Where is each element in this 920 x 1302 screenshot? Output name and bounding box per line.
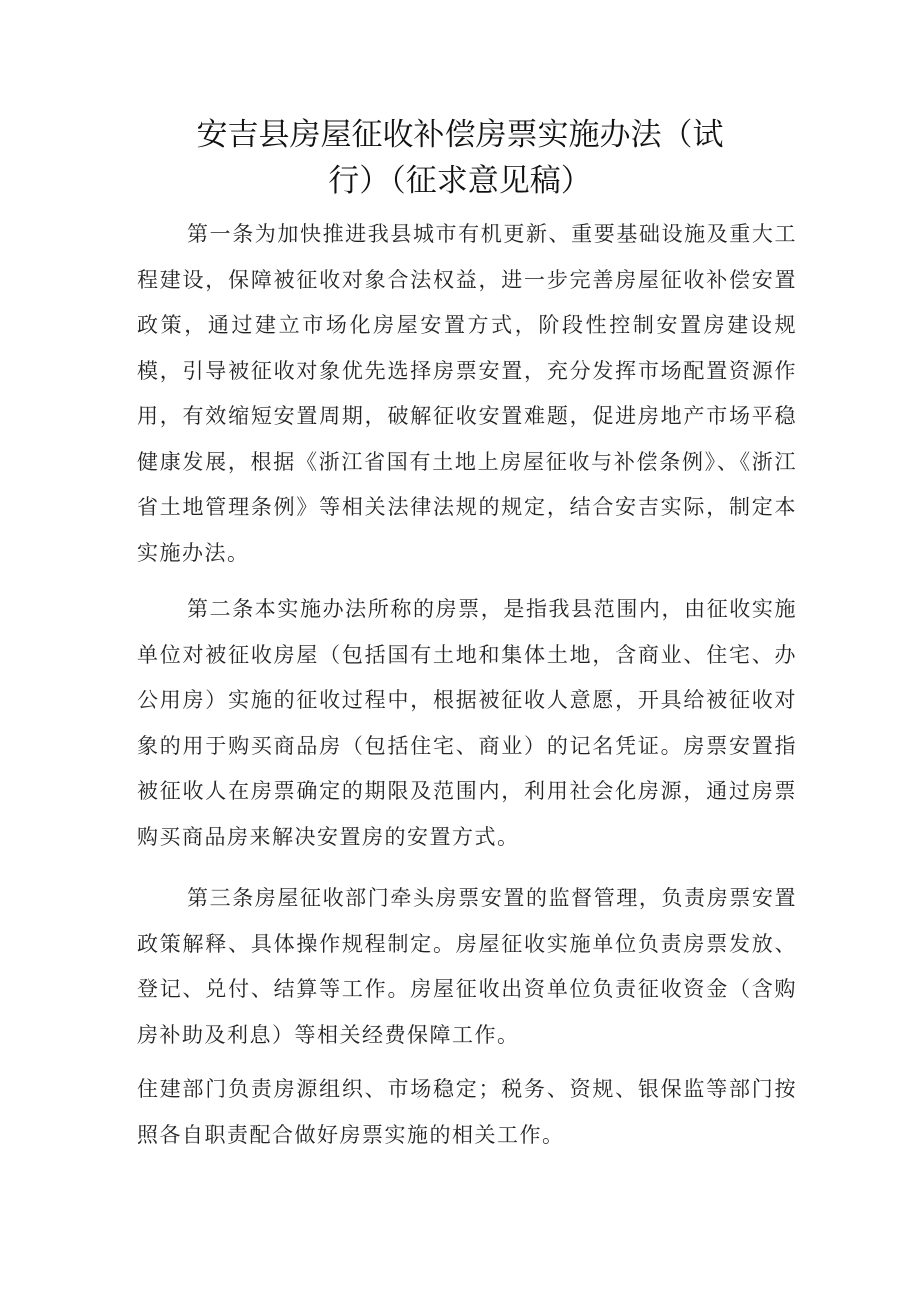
article-1-paragraph: 第一条为加快推进我县城市有机更新、重要基础设施及重大工程建设，保障被征收对象合法权益，进一步完善房屋征收补偿安置政策，通过建立市场化房屋安置方式，阶段性控制安置房建设规模，引导被征收对象优先选择房票安置，充分发挥市场配置资源作用，有效缩短安置周期，破解征收安置难题，促进房地产市场平稳健康发展，根据《浙江省国有土地上房屋征收与补偿条例》、《浙江省土地管理条例》等相关法律法规的规定，结合安吉实际，制定本实施办法。 [137, 222, 797, 565]
article-2-paragraph: 第二条本实施办法所称的房票，是指我县范围内，由征收实施单位对被征收房屋（包括国有土地和集体土地，含商业、住宅、办公用房）实施的征收过程中，根据被征收人意愿，开具给被征收对象的用于购买商品房（包括住宅、商业）的记名凭证。房票安置指被征收人在房票确定的期限及范围内，利用社会化房源，通过房票购买商品房来解决安置房的安置方式。 [137, 597, 797, 849]
document-title-line-2: 行）（征求意见稿） [328, 163, 592, 199]
article-3-continuation-paragraph: 住建部门负责房源组织、市场稳定；税务、资规、银保监等部门按照各自职责配合做好房票实施的相关工作。 [137, 1077, 797, 1147]
document-title-line-1: 安吉县房屋征收补偿房票实施办法（试 [196, 117, 724, 153]
article-3-paragraph: 第三条房屋征收部门牵头房票安置的监督管理，负责房票安置政策解释、具体操作规程制定。房屋征收实施单位负责房票发放、登记、兑付、结算等工作。房屋征收出资单位负责征收资金（含购房补助及利息）等相关经费保障工作。 [137, 886, 797, 1047]
